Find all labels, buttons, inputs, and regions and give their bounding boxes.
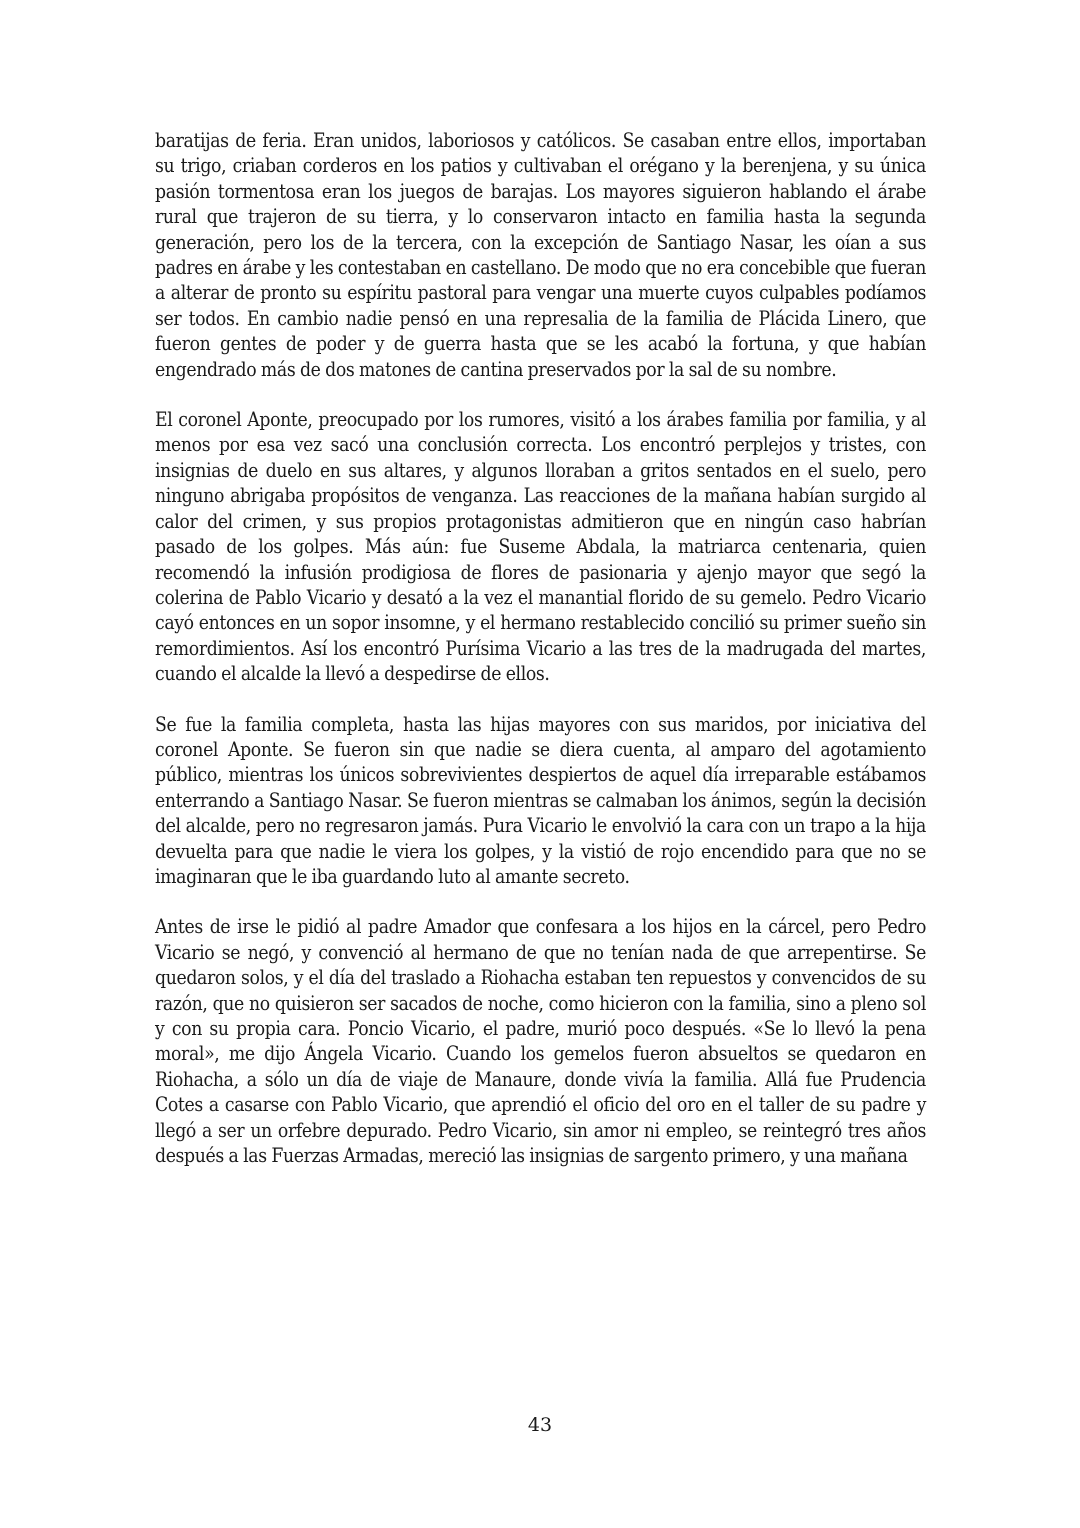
paragraph-3: Se fue la familia completa, hasta las hijas mayores con sus maridos, por iniciativa del coronel Aponte. Se fueron sin que nadie se diera cuenta, al amparo del agotamiento público, mientras los únicos sobrevivientes despiertos de aquel día irreparable estábamos enterrando a Santiago Nasar. Se fueron mientras se calmaban los ánimos, según la decisión del alcalde, pero no regresaron jamás. Pura Vicario le envolvió la cara con un trapo a la hija devuelta para que nadie le viera los golpes, y la vistió de rojo encendido para que no se imaginaran que le iba guardando luto al amante secreto. [155, 712, 926, 888]
paragraph-1: baratijas de feria. Eran unidos, laboriosos y católicos. Se casaban entre ellos, importaban su trigo, criaban corderos en los patios y cultivaban el orégano y la berenjena, y su única pasión tormentosa eran los juegos de barajas. Los mayores siguieron hablando el árabe rural que trajeron de su tierra, y lo conservaron intacto en familia hasta la segunda generación, pero los de la tercera, con la excepción de Santiago Nasar, les oían a sus padres en árabe y les contestaban en castellano. De modo que no era concebible que fueran a alterar de pronto su espíritu pastoral para vengar una muerte cuyos culpables podíamos ser todos. En cambio nadie pensó en una represalia de la familia de Plácida Linero, que fueron gentes de poder y de guerra hasta que se les acabó la fortuna, y que habían engendrado más de dos matones de cantina preservados por la sal de su nombre. [155, 129, 926, 381]
page-number: 43 [527, 1414, 553, 1436]
page-body [155, 128, 926, 1193]
paragraph-4: Antes de irse le pidió al padre Amador que confesara a los hijos en la cárcel, pero Pedro Vicario se negó, y convenció al hermano de que no tenían nada de que arrepentirse. Se quedaron solos, y el día del traslado a Riohacha estaban ten repuestos y convencidos de su razón, que no quisieron ser sacados de noche, como hicieron con la familia, sino a pleno sol y con su propia cara. Poncio Vicario, el padre, murió poco después. «Se lo llevó la pena moral», me dijo Ángela Vicario. Cuando los gemelos fueron absueltos se quedaron en Riohacha, a sólo un día de viaje de Manaure, donde vivía la familia. Allá fue Prudencia Cotes a casarse con Pablo Vicario, que aprendió el oficio del oro en el taller de su padre y llegó a ser un orfebre depurado. Pedro Vicario, sin amor ni empleo, se reintegró tres años después a las Fuerzas Armadas, mereció las insignias de sargento primero, y una mañana [155, 915, 926, 1168]
paragraph-2: El coronel Aponte, preocupado por los rumores, visitó a los árabes familia por familia, y al menos por esa vez sacó una conclusión correcta. Los encontró perplejos y tristes, con insignias de duelo en sus altares, y algunos lloraban a gritos sentados en el suelo, pero ninguno abrigaba propósitos de venganza. Las reacciones de la mañana habían surgido al calor del crimen, y sus propios protagonistas admitieron que en ningún caso habrían pasado de los golpes. Más aún: fue Suseme Abdala, la matriarca centenaria, quien recomendó la infusión prodigiosa de flores de pasionaria y ajenjo mayor que segó la colerina de Pablo Vicario y desató a la vez el manantial florido de su gemelo. Pedro Vicario cayó entonces en un sopor insomne, y el hermano restablecido concilió su primer sueño sin remordimientos. Así los encontró Purísima Vicario a las tres de la madrugada del martes, cuando el alcalde la llevó a despedirse de ellos. [155, 408, 926, 686]
